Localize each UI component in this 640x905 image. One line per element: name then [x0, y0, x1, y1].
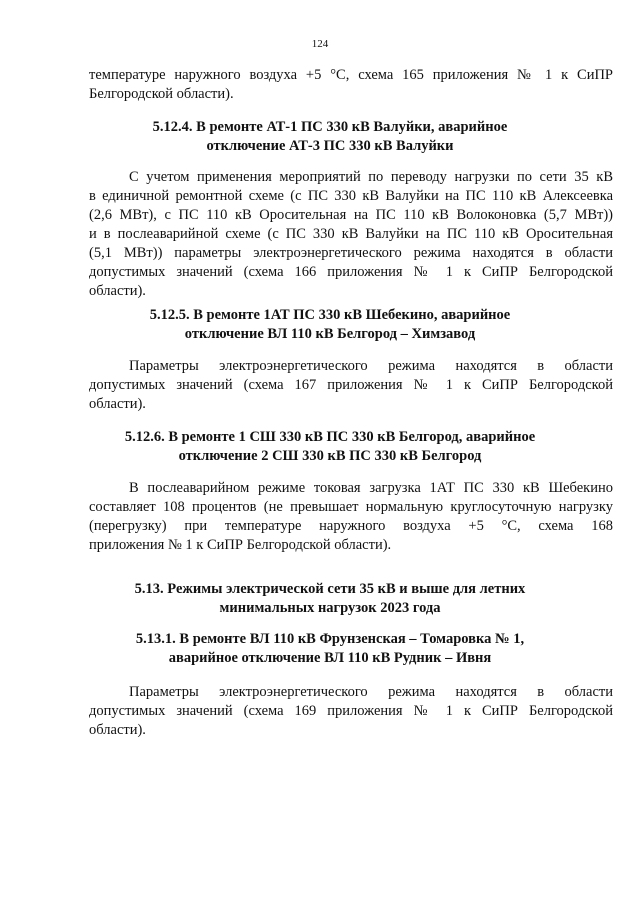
heading-line: 5.12.4. В ремонте АТ-1 ПС 330 кВ Валуйки, аварийное — [152, 119, 508, 135]
intro-paragraph — [89, 66, 613, 104]
paragraph-line: допустимых значений (схема 169 приложения № 1 к СиПР Белгородской — [89, 703, 613, 719]
section-heading-5-12-4 — [60, 118, 600, 156]
heading-line: 5.12.5. В ремонте 1АТ ПС 330 кВ Шебекино, аварийное — [149, 307, 511, 323]
section-body-5-13-1 — [89, 683, 613, 740]
section-body-5-12-5 — [89, 357, 613, 414]
paragraph-line: в единичной ремонтной схеме (с ПС 330 кВ Валуйки на ПС 110 кВ Алексеевка — [89, 188, 613, 204]
page-number: 124 — [311, 38, 329, 50]
heading-line: отключение АТ-3 ПС 330 кВ Валуйки — [206, 138, 454, 154]
paragraph-line: составляет 108 процентов (не превышает нормальную круглосуточную нагрузку — [89, 499, 613, 515]
section-heading-5-13-1 — [60, 630, 600, 668]
paragraph-line: допустимых значений (схема 167 приложения № 1 к СиПР Белгородской — [89, 377, 613, 393]
heading-line: аварийное отключение ВЛ 110 кВ Рудник – Ивня — [168, 650, 492, 666]
paragraph-line: области). — [89, 283, 146, 299]
paragraph-line: Параметры электроэнергетического режима находятся в области — [129, 358, 613, 374]
heading-line: 5.13.1. В ремонте ВЛ 110 кВ Фрунзенская – Томаровка № 1, — [135, 631, 525, 647]
heading-line: минимальных нагрузок 2023 года — [219, 600, 441, 616]
paragraph-line: С учетом применения мероприятий по переводу нагрузки по сети 35 кВ — [129, 169, 613, 185]
paragraph-line: температуре наружного воздуха +5 °С, схема 165 приложения № 1 к СиПР — [89, 67, 613, 83]
paragraph-line: приложения № 1 к СиПР Белгородской области). — [89, 537, 392, 553]
paragraph-line: Белгородской области). — [89, 86, 234, 102]
paragraph-line: и в послеаварийной схеме (с ПС 330 кВ Валуйки на ПС 110 кВ Оросительная — [89, 226, 613, 242]
heading-line: отключение ВЛ 110 кВ Белгород – Химзавод — [184, 326, 476, 342]
paragraph-line: (2,6 МВт), с ПС 110 кВ Оросительная на ПС 110 кВ Волоконовка (5,7 МВт)) — [89, 207, 613, 223]
section-heading-5-13 — [60, 580, 600, 618]
paragraph-line: Параметры электроэнергетического режима находятся в области — [129, 684, 613, 700]
paragraph-line: области). — [89, 396, 146, 412]
paragraph-line: (5,1 МВт)) параметры электроэнергетического режима находятся в области — [89, 245, 613, 261]
heading-line: 5.12.6. В ремонте 1 СШ 330 кВ ПС 330 кВ Белгород, аварийное — [124, 429, 536, 445]
heading-line: отключение 2 СШ 330 кВ ПС 330 кВ Белгород — [178, 448, 482, 464]
section-body-5-12-6 — [89, 479, 613, 555]
section-heading-5-12-5 — [60, 306, 600, 344]
paragraph-line: В послеаварийном режиме токовая загрузка 1АТ ПС 330 кВ Шебекино — [129, 480, 613, 496]
paragraph-line: (перегрузку) при температуре наружного воздуха +5 °С, схема 168 — [89, 518, 613, 534]
paragraph-line: допустимых значений (схема 166 приложения № 1 к СиПР Белгородской — [89, 264, 613, 280]
section-body-5-12-4 — [89, 168, 613, 301]
heading-line: 5.13. Режимы электрической сети 35 кВ и выше для летних — [134, 581, 526, 597]
section-heading-5-12-6 — [60, 428, 600, 466]
paragraph-line: области). — [89, 722, 146, 738]
